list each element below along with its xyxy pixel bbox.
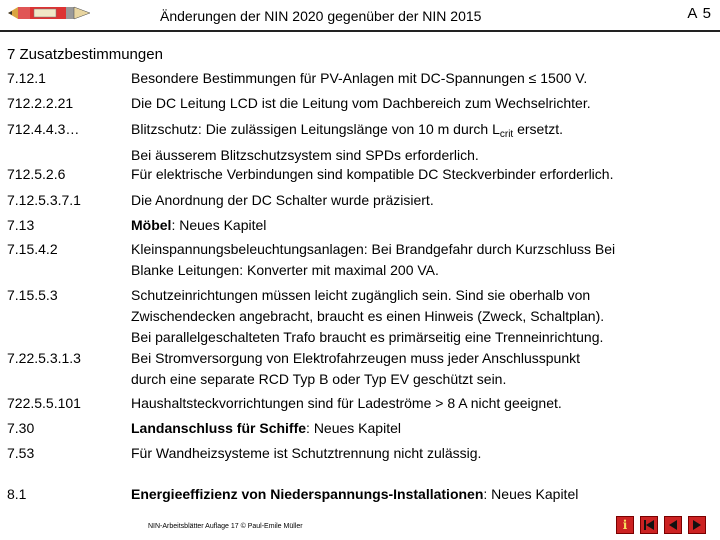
clause-text: Landanschluss für Schiffe: Neues Kapitel — [131, 420, 401, 436]
clause-text: Die Anordnung der DC Schalter wurde präzisiert. — [131, 192, 434, 208]
clause-number: 722.5.5.101 — [7, 395, 81, 411]
next-icon[interactable] — [688, 516, 706, 534]
clause-text: Für Wandheizsysteme ist Schutztrennung nicht zulässig. — [131, 445, 482, 461]
clause-text: Kleinspannungsbeleuchtungsanlagen: Bei Brandgefahr durch Kurzschluss Bei Blanke Leitungen: Konverter mit maximal 200 VA. — [131, 241, 616, 278]
back-icon[interactable] — [640, 516, 658, 534]
previous-icon[interactable] — [664, 516, 682, 534]
clause-number: 7.30 — [7, 420, 35, 436]
clause-number: 7.22.5.3.1.3 — [7, 350, 81, 366]
clause-number: 712.4.4.3… — [7, 121, 80, 137]
clause-number: 712.5.2.6 — [7, 166, 66, 182]
footer-credit: NIN-Arbeitsblätter Auflage 17 © Paul-Emile Müller — [148, 523, 303, 530]
clause-text: Die DC Leitung LCD ist die Leitung vom Dachbereich zum Wechselrichter. — [131, 95, 591, 111]
clause-text: Haushaltsteckvorrichtungen sind für Ladeströme > 8 A nicht geeignet. — [131, 395, 562, 411]
header-divider — [0, 30, 720, 32]
clause-text: Energieeffizienz von Niederspannungs-Installationen: Neues Kapitel — [131, 486, 579, 502]
clause-number: 712.2.2.21 — [7, 95, 74, 111]
section-heading: 7 Zusatzbestimmungen — [7, 46, 163, 63]
clause-number: 8.1 — [7, 486, 27, 502]
pencil-logo-icon — [6, 4, 92, 22]
clause-number: 7.13 — [7, 217, 35, 233]
clause-text: Möbel: Neues Kapitel — [131, 217, 267, 233]
clause-text: Blitzschutz: Die zulässigen Leitungslänge von 10 m durch $L_{crit}$ ersetzt. Bei äusserem Blitzschutzsystem sind SPDs erforderlich. — [131, 121, 564, 163]
clause-number: 7.15.5.3 — [7, 287, 58, 303]
clause-number: 7.12.5.3.7.1 — [7, 192, 81, 208]
clause-text: Bei Stromversorgung von Elektrofahrzeugen muss jeder Anschlusspunkt durch eine separate RCD Typ B oder Typ EV geschützt sein. — [131, 350, 581, 387]
clause-number: 7.12.1 — [7, 70, 46, 86]
clause-number: 7.53 — [7, 445, 35, 461]
clause-number: 7.15.4.2 — [7, 241, 58, 257]
clause-text: Besondere Bestimmungen für PV-Anlagen mit DC-Spannungen ≤ 1500 V. — [131, 70, 588, 86]
clause-text: Schutzeinrichtungen müssen leicht zugänglich sein. Sind sie oberhalb von Zwischendecken angebracht, braucht es einen Hinweis (Zweck, Schaltplan). Bei parallelgeschalteten Trafo braucht es primärseitig eine Trenneinrichtung. — [131, 287, 605, 345]
info-icon[interactable]: i — [616, 516, 634, 534]
page-id: A 5 — [687, 5, 712, 22]
clause-text: Für elektrische Verbindungen sind kompatible DC Steckverbinder erforderlich. — [131, 166, 614, 182]
document-title: Änderungen der NIN 2020 gegenüber der NIN 2015 — [160, 8, 482, 24]
